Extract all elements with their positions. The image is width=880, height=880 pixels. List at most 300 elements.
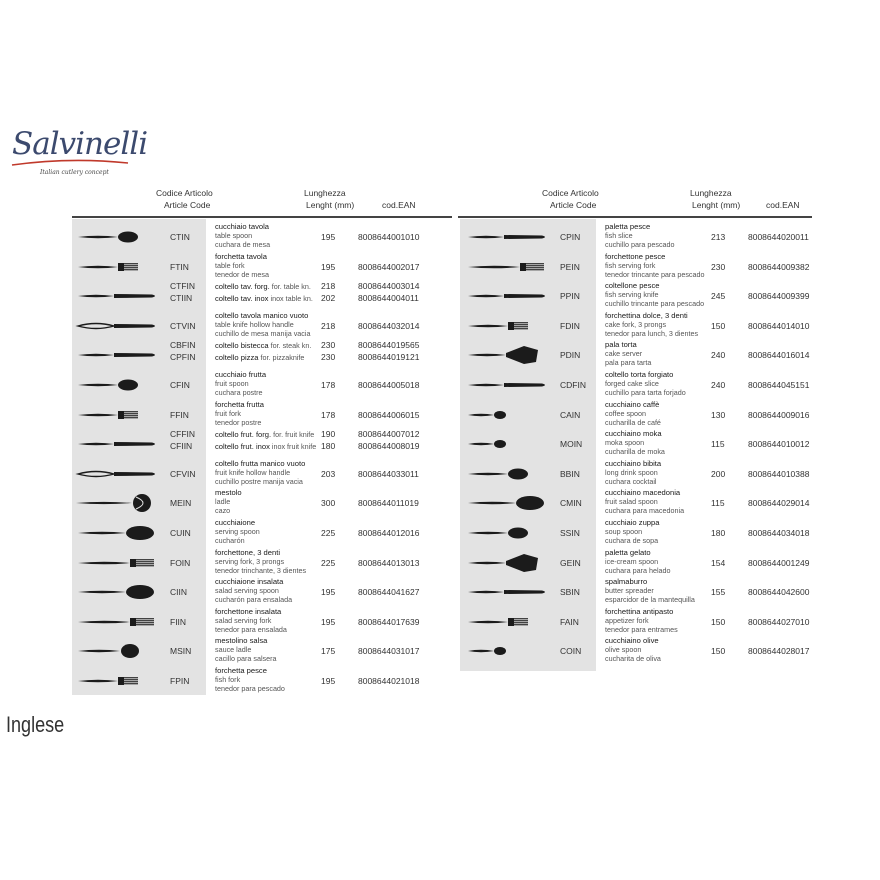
item-name-it: cucchiaino olive [605,636,659,646]
length-value: 300 [321,498,336,509]
article-code: CUIN [170,528,191,538]
length-value: 180 [711,528,726,538]
item-name-es: tenedor postre [215,417,262,427]
length-value: 175 [321,646,336,657]
product-row [74,518,454,548]
item-name-it: mestolo [215,488,242,498]
length-value: 180 [321,441,336,452]
item-name-es: cuchara de mesa [215,240,271,249]
olive-spoon-icon [464,636,554,666]
product-row [74,607,454,637]
item-name-it: coltello tavola manico vuoto [215,310,309,320]
item-name-it: coltello bistecca [215,341,269,351]
item-name-en: ice-cream spoon [605,556,659,566]
item-name-en: for. pizzaknife [260,353,305,363]
ean-code: 8008644019121 [358,352,420,363]
article-code: CPIN [560,232,581,242]
description-line [215,293,325,305]
item-name-es: cuchillo trincante para pescado [605,299,705,309]
item-name-es: cuchillo para tarta forjado [605,388,686,397]
item-name-en: table fork [215,260,245,270]
product-row [74,222,454,252]
item-name-it: cucchiaione [215,518,256,527]
item-name-it: forchetta frutta [215,399,264,409]
cake-fork-icon [464,311,554,341]
product-row [74,400,454,430]
product-description [605,577,715,604]
product-row [74,488,454,518]
length-value: 115 [711,498,725,509]
item-name-it: paletta gelato [605,547,651,557]
description-line [605,607,715,616]
item-name-es: tenedor de mesa [215,269,269,279]
fish-slice-icon [464,222,554,252]
product-row [464,429,844,459]
hollow-fruit-knife-icon [74,459,164,489]
article-code: FDIN [560,320,580,331]
item-name-es: cucharón para ensalada [215,595,293,605]
article-code: CFIN [170,380,190,390]
description-line [215,636,325,645]
description-line [215,441,325,453]
product-row [464,370,844,400]
item-name-it: coltello tav. inox [215,294,269,304]
item-name-en: inox table kn. [270,294,313,304]
product-row [74,370,454,400]
item-name-en: fruit salad spoon [605,497,658,507]
steak-knife-icon [74,340,164,370]
description-line [605,311,715,320]
item-name-en: salad serving fork [215,615,272,625]
item-name-es: cazo [215,506,231,516]
ean-code: 8008644009399 [748,291,810,302]
ean-code: 8008644014010 [748,320,810,331]
product-row [74,459,454,489]
length-value: 202 [321,293,336,304]
product-description [215,311,325,338]
ean-code: 8008644010012 [748,439,810,450]
item-name-it: pala torta [605,340,637,350]
item-name-es: cacillo para salsera [215,654,277,664]
item-name-it: cucchiaino moka [605,429,662,439]
product-row [464,340,844,370]
header-rule [458,216,812,218]
ean-code: 8008644017639 [358,616,420,627]
length-value: 130 [711,409,726,420]
product-description [605,548,715,575]
item-name-es: cuchillo postre manija vacia [215,476,303,486]
article-code: CTVIN [170,320,196,331]
item-name-es: tenedor trinchante, 3 dientes [215,565,307,575]
item-name-en: butter spreader [605,586,654,596]
product-row [74,281,454,311]
header-rule [72,216,452,218]
item-name-es: tenedor trincante para pescado [605,269,705,279]
salad-fork-icon [74,607,164,637]
product-description [215,429,325,453]
header-code-en: Article Code [550,200,597,210]
description-line [605,488,715,497]
table-fork-icon [74,252,164,282]
item-name-it: cucchiaino caffè [605,399,660,409]
article-code: CFIIN [170,441,193,452]
fish-serving-fork-icon [464,252,554,282]
ean-code: 8008644009382 [748,261,810,272]
product-description [215,518,325,545]
item-name-it: coltellone pesce [605,281,660,291]
item-name-en: forged cake slice [605,379,659,388]
header-length-it: Lunghezza [304,188,346,198]
product-description [215,281,325,305]
item-name-en: for. fruit knife [273,430,315,440]
brand-tagline: Italian cutlery concept [40,169,109,176]
length-value: 230 [711,261,726,272]
header-length-it: Lunghezza [690,188,732,198]
item-name-it: cucchiaio zuppa [605,518,660,527]
item-name-en: salad serving spoon [215,586,279,596]
length-value: 150 [711,646,726,657]
item-name-es: cucharilla de moka [605,447,665,457]
item-name-en: fish serving fork [605,260,656,270]
article-code: FAIN [560,616,579,627]
product-description [215,252,325,279]
item-name-es: cuchara cocktail [605,476,657,486]
ean-code: 8008644045151 [748,380,810,390]
item-name-en: fruit spoon [215,379,249,388]
description-line [215,488,325,497]
article-code: SSIN [560,528,580,538]
ean-code: 8008644019565 [358,340,420,351]
salad-spoon-icon [74,577,164,607]
item-name-es: tenedor para entrames [605,624,678,634]
description-line [605,548,715,557]
description-line [215,222,325,231]
description-line [215,311,325,320]
length-value: 154 [711,557,726,568]
description-line [605,252,715,261]
item-name-it: coltello frutta manico vuoto [215,458,306,468]
description-line [605,518,715,527]
product-row [464,281,844,311]
ean-code: 8008644020011 [748,232,809,242]
item-name-it: cucchiaio tavola [215,222,270,231]
item-name-it: coltello frut. forg. [215,430,272,440]
article-code: FTIN [170,261,189,272]
item-name-it: forchettone insalata [215,606,282,616]
item-name-en: long drink spoon [605,467,658,477]
description-line [605,281,715,290]
long-drink-spoon-icon [464,459,554,489]
article-code: PDIN [560,350,581,361]
product-description [605,459,715,486]
item-name-en: fruit fork [215,408,241,418]
item-name-en: soup spoon [605,527,643,536]
description-line [215,340,325,352]
article-code: CTIN [170,232,190,242]
length-value: 213 [711,232,726,242]
length-value: 225 [321,528,336,538]
product-description [215,548,325,575]
ean-code: 8008644013013 [358,557,420,568]
ean-code: 8008644001249 [748,557,810,568]
ice-cream-spoon-icon [464,548,554,578]
article-code: CTFIN [170,281,196,292]
item-name-es: tenedor para lunch, 3 dientes [605,328,699,338]
item-name-it: forchetta pesce [215,666,267,675]
article-code: CPFIN [170,352,196,363]
length-value: 155 [711,587,726,598]
ean-code: 8008644032014 [358,320,420,331]
item-name-es: tenedor para pescado [215,684,285,693]
ean-code: 8008644003014 [358,281,420,292]
product-row [74,666,454,696]
length-value: 218 [321,281,336,292]
product-row [464,222,844,252]
item-name-it: forchetta tavola [215,251,267,261]
header-code-it: Codice Articolo [156,188,213,198]
product-row [464,607,844,637]
item-name-en: fish slice [605,231,633,240]
item-name-en: ladle [215,497,231,507]
item-name-es: cuchara para macedonia [605,506,685,516]
item-name-es: cuchillo de mesa manija vacia [215,328,311,338]
length-value: 240 [711,350,726,361]
cake-slice-knife-icon [464,370,554,400]
ean-code: 8008644008019 [358,441,420,452]
article-code: BBIN [560,468,580,479]
product-description [215,666,325,693]
item-name-it: cucchiaino bibita [605,458,662,468]
item-name-it: paletta pesce [605,222,651,231]
description-line [215,370,325,379]
product-description [605,518,715,545]
ean-code: 8008644009016 [748,409,810,420]
description-line [215,352,325,364]
item-name-en: serving fork, 3 prongs [215,556,285,566]
product-description [605,370,715,397]
ean-code: 8008644031017 [358,646,420,657]
article-code: CFFIN [170,429,196,440]
moka-spoon-icon [464,429,554,459]
fruit-fork-icon [74,400,164,430]
item-name-it: forchettone pesce [605,251,666,261]
product-description [605,429,715,456]
article-code: PEIN [560,261,580,272]
item-name-es: esparcidor de la mantequilla [605,595,695,605]
length-value: 195 [321,587,336,598]
product-description [215,222,325,249]
item-name-en: inox fruit knife [271,442,317,452]
length-value: 230 [321,352,336,363]
ean-code: 8008644034018 [748,528,810,538]
ean-code: 8008644001010 [358,232,420,242]
description-line [215,459,325,468]
description-line [215,281,325,293]
product-row [74,252,454,282]
article-code: CDFIN [560,380,586,390]
description-line [215,607,325,616]
brand-logo [8,126,148,180]
length-value: 115 [711,439,725,450]
item-name-es: cucharita de oliva [605,654,661,664]
header-code-it: Codice Articolo [542,188,599,198]
article-code: FFIN [170,409,189,420]
fruit-salad-spoon-icon [464,488,554,518]
length-value: 218 [321,320,336,331]
article-code: GEIN [560,557,581,568]
table-spoon-icon [74,222,164,252]
item-name-en: table spoon [215,231,253,240]
ean-code: 8008644016014 [748,350,810,361]
item-name-es: cuchillo para pescado [605,240,675,249]
length-value: 195 [321,261,336,272]
length-value: 240 [711,380,726,390]
product-row [464,252,844,282]
item-name-en: serving spoon [215,527,260,536]
fish-fork-icon [74,666,164,696]
fish-serving-knife-icon [464,281,554,311]
product-description [605,252,715,279]
item-name-es: cuchara postre [215,388,263,397]
fruit-knife-icon [74,429,164,459]
serving-fork-icon [74,548,164,578]
item-name-it: coltello pizza [215,353,259,363]
item-name-it: coltello tav. forg. [215,282,270,292]
article-code: FPIN [170,676,190,686]
article-code: SBIN [560,587,580,598]
appetizer-fork-icon [464,607,554,637]
right-column-header [542,187,880,217]
item-name-es: cuchara de sopa [605,536,659,545]
length-value: 245 [711,291,726,302]
soup-spoon-icon [464,518,554,548]
brand-name: Salvinelli [12,126,148,162]
product-description [605,488,715,515]
item-name-en: cake server [605,349,643,359]
product-description [215,459,325,486]
item-name-it: mestolino salsa [215,636,268,646]
ean-code: 8008644010388 [748,468,810,479]
length-value: 190 [321,429,336,440]
item-name-es: tenedor para ensalada [215,624,287,634]
logo-swoosh-icon [10,159,130,167]
article-code: FIIN [170,616,187,627]
item-name-es: cuchara para helado [605,565,671,575]
description-line [605,400,715,409]
item-name-es: pala para tarta [605,358,652,368]
ean-code: 8008644041627 [358,587,420,598]
ean-code: 8008644029014 [748,498,810,509]
product-row [464,400,844,430]
product-description [215,400,325,427]
item-name-it: forchettina dolce, 3 denti [605,310,688,320]
article-code: CAIN [560,409,581,420]
length-value: 150 [711,320,726,331]
description-line [605,459,715,468]
length-value: 195 [321,676,336,686]
product-row [74,311,454,341]
ladle-icon [74,488,164,518]
article-code: MOIN [560,439,583,450]
ean-code: 8008644011019 [358,498,419,509]
item-name-en: fish serving knife [605,290,659,300]
length-value: 200 [711,468,726,479]
product-row [464,311,844,341]
length-value: 178 [321,409,336,420]
item-name-it: forchettone, 3 denti [215,547,281,557]
length-value: 195 [321,616,336,627]
article-code: MEIN [170,498,192,509]
article-code: CTIIN [170,293,193,304]
item-name-en: for. steak kn. [270,341,312,351]
product-description [215,340,325,364]
item-name-en: fish fork [215,675,241,684]
item-name-es: cucharón [215,536,245,545]
article-code: COIN [560,646,582,657]
ean-code: 8008644004011 [358,293,419,304]
product-description [605,607,715,634]
table-knife-icon [74,281,164,311]
item-name-it: cucchiaio frutta [215,370,267,379]
article-code: FOIN [170,557,191,568]
product-description [605,222,715,249]
description-line [215,577,325,586]
header-code-en: Article Code [164,200,211,210]
length-value: 195 [321,232,336,242]
article-code: PPIN [560,291,580,302]
product-row [74,548,454,578]
hollow-handle-knife-icon [74,311,164,341]
description-line [605,577,715,586]
product-description [215,577,325,604]
product-row [464,548,844,578]
article-code: CFVIN [170,468,196,479]
item-name-en: olive spoon [605,645,642,655]
product-description [215,636,325,663]
product-description [605,340,715,367]
description-line [605,636,715,645]
item-name-en: cake fork, 3 prongs [605,319,667,329]
description-line [605,340,715,349]
description-line [215,548,325,557]
product-row [464,488,844,518]
ean-code: 8008644021018 [358,676,420,686]
ean-code: 8008644012016 [358,528,420,538]
length-value: 230 [321,340,336,351]
item-name-en: moka spoon [605,438,645,448]
ean-code: 8008644005018 [358,380,420,390]
ean-code: 8008644028017 [748,646,810,657]
description-line [215,518,325,527]
item-name-it: coltello torta forgiato [605,370,674,379]
product-description [215,607,325,634]
item-name-en: fruit knife hollow handle [215,467,291,477]
ean-code: 8008644042600 [748,587,810,598]
sauce-ladle-icon [74,636,164,666]
item-name-it: cucchiaino macedonia [605,488,681,498]
product-description [215,370,325,397]
item-name-it: coltello frut. inox [215,442,270,452]
product-row [74,636,454,666]
length-value: 203 [321,468,336,479]
item-name-en: sauce ladle [215,645,252,655]
description-line [215,400,325,409]
header-length-en: Lenght (mm) [692,200,741,210]
fruit-spoon-icon [74,370,164,400]
description-line [605,429,715,438]
product-row [74,577,454,607]
description-line [215,666,325,675]
